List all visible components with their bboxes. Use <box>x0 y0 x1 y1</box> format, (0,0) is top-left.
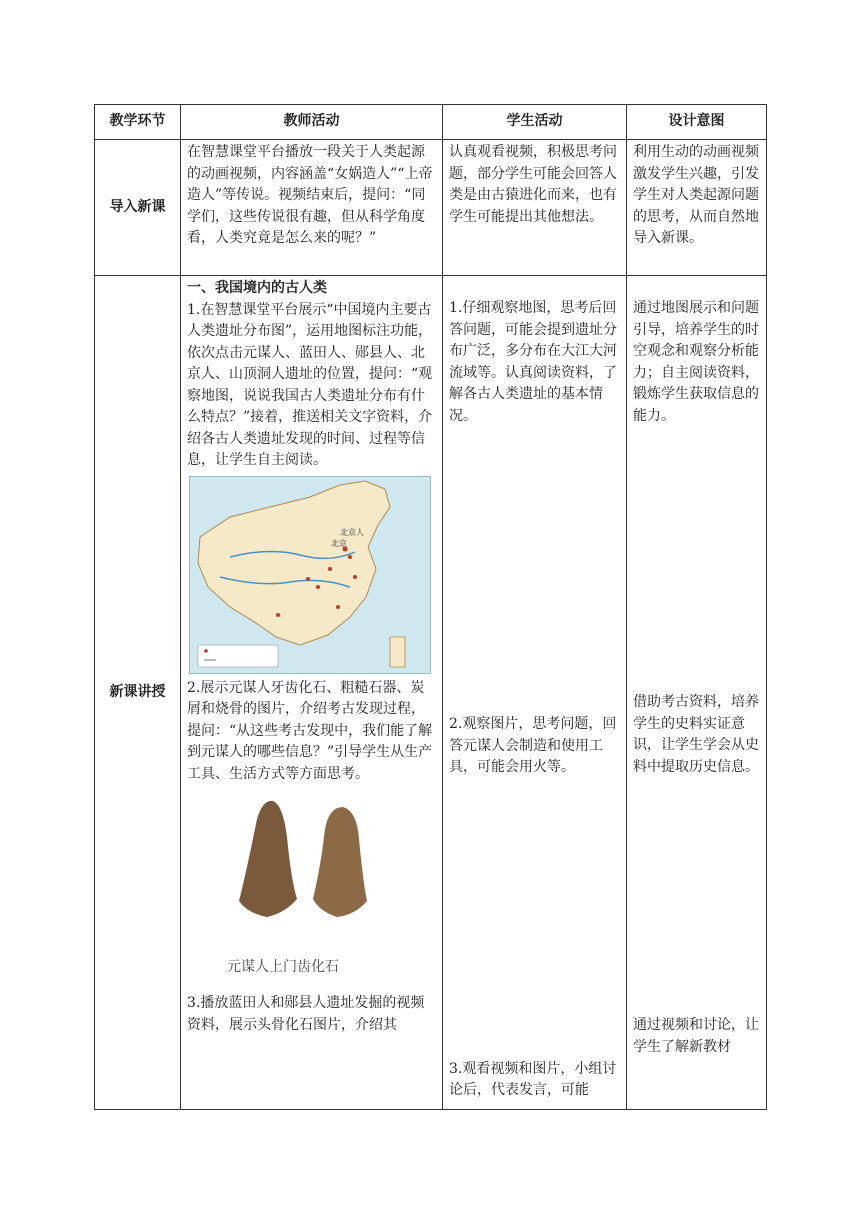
header-intent: 设计意图 <box>627 105 767 140</box>
header-teacher: 教师活动 <box>181 105 443 140</box>
section-title: 一、我国境内的古人类 <box>187 280 327 296</box>
header-student: 学生活动 <box>443 105 627 140</box>
intent-cell <box>627 276 767 1110</box>
table-row <box>95 276 767 1110</box>
student-cell: 认真观看视频，积极思考问题，部分学生可能会回答人类是由古猿进化而来，也有学生可能提出其他想法。 <box>443 140 627 276</box>
intent-cell: 利用生动的动画视频激发学生兴趣，引发学生对人类起源问题的思考，从而自然地导入新课。 <box>627 140 767 276</box>
table-row <box>95 140 767 276</box>
china-map-graphic <box>190 477 430 673</box>
teacher-cell: 在智慧课堂平台播放一段关于人类起源的动画视频，内容涵盖“女娲造人”“上帝造人”等传说。视频结束后，提问：“同学们，这些传说很有趣，但从科学角度看，人类究竟是怎么来的呢？” <box>181 140 443 276</box>
site-distribution-map <box>189 476 431 674</box>
stage-cell: 导入新课 <box>95 140 181 276</box>
teacher-cell <box>181 276 443 1110</box>
lesson-plan-table <box>94 104 767 1110</box>
student-step-2: 2.观察图片，思考问题，回答元谋人会制造和使用工具，可能会用火等。 <box>449 716 617 775</box>
map-label-peking-man: 北京人 <box>340 527 364 537</box>
student-step-3: 3.观看视频和图片，小组讨论后，代表发言，可能 <box>449 1060 617 1098</box>
intent-step-1: 通过地图展示和问题引导，培养学生的时空观念和观察分析能力；自主阅读资料，锻炼学生获取信息的能力。 <box>633 300 759 424</box>
header-stage: 教学环节 <box>95 105 181 140</box>
intent-step-3: 通过视频和讨论，让学生了解新教材 <box>633 1017 759 1055</box>
teacher-step-3: 3.播放蓝田人和郧县人遗址发掘的视频资料，展示头骨化石图片，介绍其 <box>187 995 425 1033</box>
teeth-caption: 元谋人上门齿化石 <box>227 959 339 975</box>
header-row <box>95 105 767 140</box>
teacher-step-1: 1.在智慧课堂平台展示“中国境内主要古人类遗址分布图”，运用地图标注功能，依次点击元谋人、蓝田人、郧县人、北京人、山顶洞人遗址的位置，提问：“观察地图，说说我国古人类遗址分布有什么特点？”接着，推送相关文字资料，介绍各古人类遗址发现的时间、过程等信息，让学生自主阅读。 <box>187 301 433 468</box>
tooth-fossil-graphic <box>187 789 427 959</box>
teacher-step-2: 2.展示元谋人牙齿化石、粗糙石器、炭屑和烧骨的图片，介绍考古发现过程，提问：“从这些考古发现中，我们能了解到元谋人的哪些信息？”引导学生从生产工具、生活方式等方面思考。 <box>187 679 433 782</box>
map-label-beijing: 北京 <box>331 538 347 548</box>
student-cell <box>443 276 627 1110</box>
yuanmou-teeth-photo <box>187 789 427 989</box>
student-step-1: 1.仔细观察地图，思考后回答问题，可能会提到遗址分布广泛，多分布在大江大河流域等。认真阅读资料，了解各古人类遗址的基本情况。 <box>449 300 617 424</box>
stage-cell: 新课讲授 <box>95 276 181 1110</box>
intent-step-2: 借助考古资料，培养学生的史料实证意识，让学生学会从史料中提取历史信息。 <box>633 694 759 775</box>
